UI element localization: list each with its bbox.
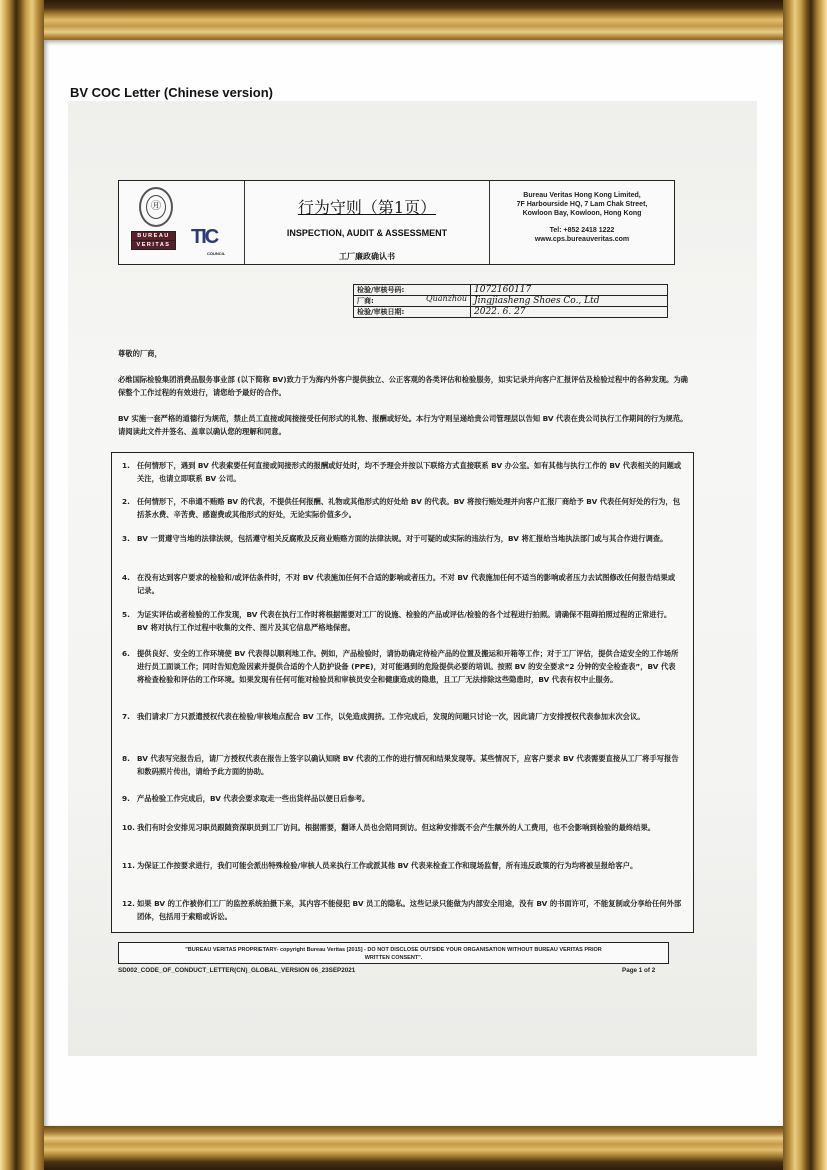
rule-number: 9.	[122, 794, 130, 803]
rule-item	[122, 792, 682, 805]
rule-item	[122, 571, 682, 597]
inspection-date-value: 2022. 6. 27	[471, 307, 668, 318]
greeting: 尊敬的厂商，	[118, 349, 162, 358]
rule-number: 11.	[122, 861, 135, 870]
document-caption: BV COC Letter (Chinese version)	[70, 85, 273, 100]
rule-item	[122, 495, 682, 521]
table-row	[354, 307, 668, 318]
letter-header	[118, 180, 675, 265]
rules-box	[111, 452, 694, 933]
company-website: www.cps.bureauveritas.com	[534, 236, 630, 243]
factory-name-value: Jingjiasheng Shoes Co., Ltd	[471, 296, 668, 307]
rule-number: 6.	[122, 649, 130, 658]
rule-number: 2.	[122, 497, 130, 506]
rule-item	[122, 752, 682, 778]
table-row	[354, 296, 668, 307]
proprietary-line: "BUREAU VERITAS PROPRIETARY- copyright Bureau Veritas [2015] - DO NOT DISCLOSE OUTSIDE YOUR ORGANISATION WITHOUT BUREAU VERITAS PRIOR	[185, 947, 602, 953]
company-line: Bureau Veritas Hong Kong Limited,	[523, 192, 641, 199]
rule-item	[122, 532, 682, 545]
rule-text: 为保证工作按要求进行，我们可能会派出特殊检验/审核人员来执行工作或派其他 BV 代表来检查工作和现场监督，所有违反政策的行为均将被呈报给客户。	[137, 861, 638, 870]
rule-item	[122, 821, 682, 834]
subtitle-en: INSPECTION, AUDIT & ASSESSMENT	[286, 228, 448, 238]
intro-paragraph: 必维国际检验集团消费品服务事业部 (以下简称 BV)致力于为海内外客户提供独立、公正客观的各类评估和检验服务，如实记录并向客户汇报评估及检验过程中的各种发现。为确保整个工作过程的有效进行，请您给予最好的合作。	[118, 375, 688, 397]
logo-veritas-text: VERITAS	[131, 241, 176, 250]
proprietary-line: WRITTEN CONSENT".	[364, 955, 423, 961]
rule-number: 8.	[122, 754, 130, 763]
rule-number: 7.	[122, 712, 130, 721]
rule-text: 任何情形下，不串通不贿赂 BV 的代表，不提供任何报酬、礼物或其他形式的好处给 BV 的代表。BV 将按行贿处理并向客户汇报厂商给予 BV 代表任何好处的行为，包括茶水费、辛苦费、感谢费或其他形式的好处，无论实际价值多少。	[137, 497, 681, 519]
frame-right	[783, 0, 827, 1170]
inspection-date-label: 检验/审核日期:	[354, 307, 471, 318]
inspection-number-value: 1072160117	[471, 285, 668, 296]
rule-text: 在没有达到客户要求的检验和/或评估条件时，不对 BV 代表施加任何不合适的影响或者压力。不对 BV 代表施加任何不适当的影响或者压力去试图修改任何报告结果或记录。	[137, 573, 676, 595]
title-cell	[245, 181, 490, 264]
frame-top	[0, 0, 827, 44]
rule-text: BV 一贯遵守当地的法律法规，包括遵守相关反腐败及反商业贿赂方面的法律法规。对于可疑的或实际的违法行为，BV 将汇报给当地执法部门或与其合作进行调查。	[137, 534, 668, 543]
policy-paragraph: BV 实施一套严格的道德行为规范，禁止员工直接或间接接受任何形式的礼物、报酬或好处。本行为守则呈递给贵公司管理层以告知 BV 代表在贵公司执行工作期间的行为规范。请阅读此文件并签名、盖章以确认您的理解和同意。	[118, 414, 688, 436]
rule-text: 产品检验工作完成后，BV 代表会要求取走一些出货样品以便日后参考。	[137, 794, 370, 803]
tic-council-logo: TIC	[191, 226, 218, 248]
rule-number: 3.	[122, 534, 130, 543]
frame-left	[0, 0, 44, 1170]
rule-item	[122, 859, 682, 872]
inspection-info-table	[353, 284, 668, 318]
company-info-cell	[490, 181, 674, 264]
table-row	[354, 285, 668, 296]
rule-item	[122, 710, 682, 723]
page-title: 行为守则（第1页）	[297, 198, 437, 217]
company-line: Kowloon Bay, Kowloon, Hong Kong	[522, 210, 642, 217]
subtitle-cn: 工厂廉政确认书	[339, 252, 395, 261]
logo-cell	[119, 181, 245, 264]
rule-text: 为证实评估或者检验的工作发现，BV 代表在执行工作时将根据需要对工厂的设施、检验的产品或评估/检验的各个过程进行拍照。请确保不阻碍拍照过程的正常进行。BV 将对执行工作过程中收集的文件、图片及其它信息严格地保密。	[137, 610, 672, 632]
rule-item	[122, 897, 682, 923]
factory-label: 厂商: Quanzhou	[354, 296, 471, 307]
inspection-number-label: 检验/审核号码:	[354, 285, 471, 296]
page-number: Page 1 of 2	[622, 967, 656, 974]
frame-bottom	[0, 1126, 827, 1170]
document-code: SD002_CODE_OF_CONDUCT_LETTER(CN)_GLOBAL_VERSION 06_23SEP2021	[118, 967, 356, 974]
rule-text: 如果 BV 的工作被你们工厂的监控系统拍摄下来，其内容不能侵犯 BV 员工的隐私。这些记录只能做为内部安全用途，没有 BV 的书面许可，不能复制或分享给任何外部团体，包括用于索赔或诉讼。	[137, 899, 682, 921]
tic-council-sub: COUNCIL	[207, 251, 226, 256]
rule-item	[122, 608, 682, 634]
rule-item	[122, 647, 682, 686]
proprietary-notice	[118, 942, 669, 964]
rule-text: 我们有时会安排见习职员跟随资深职员到工厂访问。根据需要，翻译人员也会陪同到访。但这种安排既不会产生额外的人工费用，也不会影响到检验的最终结果。	[137, 823, 656, 832]
rule-text: 提供良好、安全的工作环境使 BV 代表得以顺利地工作。例如，产品检验时，请协助确定待检产品的位置及搬运和开箱等工作；对于工厂评估，提供合适安全的工作场所进行员工面谈工作；同时告知危险因素并提供合适的个人防护设备 (PPE)，对可能遇到的危险提供必要的培训。按照 BV 的安全要求“2 分钟的安全检查表”，BV 代表将检查检验和评估的工作环境。如果发现有任何可能对检验员和审核员安全和健康造成的隐患，且工厂无法排除这些隐患时，BV 代表有权中止服务。	[137, 649, 679, 684]
rule-number: 10.	[122, 823, 135, 832]
rule-text: 任何情形下，遇到 BV 代表索要任何直接或间接形式的报酬或好处时，均不予理会并按以下联络方式直接联系 BV 办公室。如有其他与执行工作的 BV 代表相关的问题或关注，也请立即联系 BV 公司。	[137, 461, 682, 483]
bureau-veritas-logo	[131, 231, 176, 250]
company-tel: Tel: +852 2418 1222	[549, 227, 615, 234]
factory-city-handwritten: Quanzhou	[426, 294, 467, 303]
rule-item	[122, 459, 682, 485]
rule-number: 1.	[122, 461, 130, 470]
rule-text: 我们请求厂方只派遣授权代表在检验/审核地点配合 BV 工作，以免造成拥挤。工作完成后，发现的问题只讨论一次，因此请厂方安排授权代表参加末次会议。	[137, 712, 645, 721]
logo-bureau-text: BUREAU	[131, 231, 176, 241]
rule-number: 4.	[122, 573, 130, 582]
rule-number: 5.	[122, 610, 130, 619]
bureau-veritas-seal-icon: ㊊	[139, 187, 173, 227]
rule-number: 12.	[122, 899, 135, 908]
rule-text: BV 代表写完报告后，请厂方授权代表在报告上签字以确认知晓 BV 代表的工作的进行情况和结果发现等。某些情况下，应客户要求 BV 代表需要直接从工厂将手写报告和数码照片传出，请给予此方面的协助。	[137, 754, 679, 776]
company-line: 7F Harbourside HQ, 7 Lam Chak Street,	[516, 201, 648, 208]
